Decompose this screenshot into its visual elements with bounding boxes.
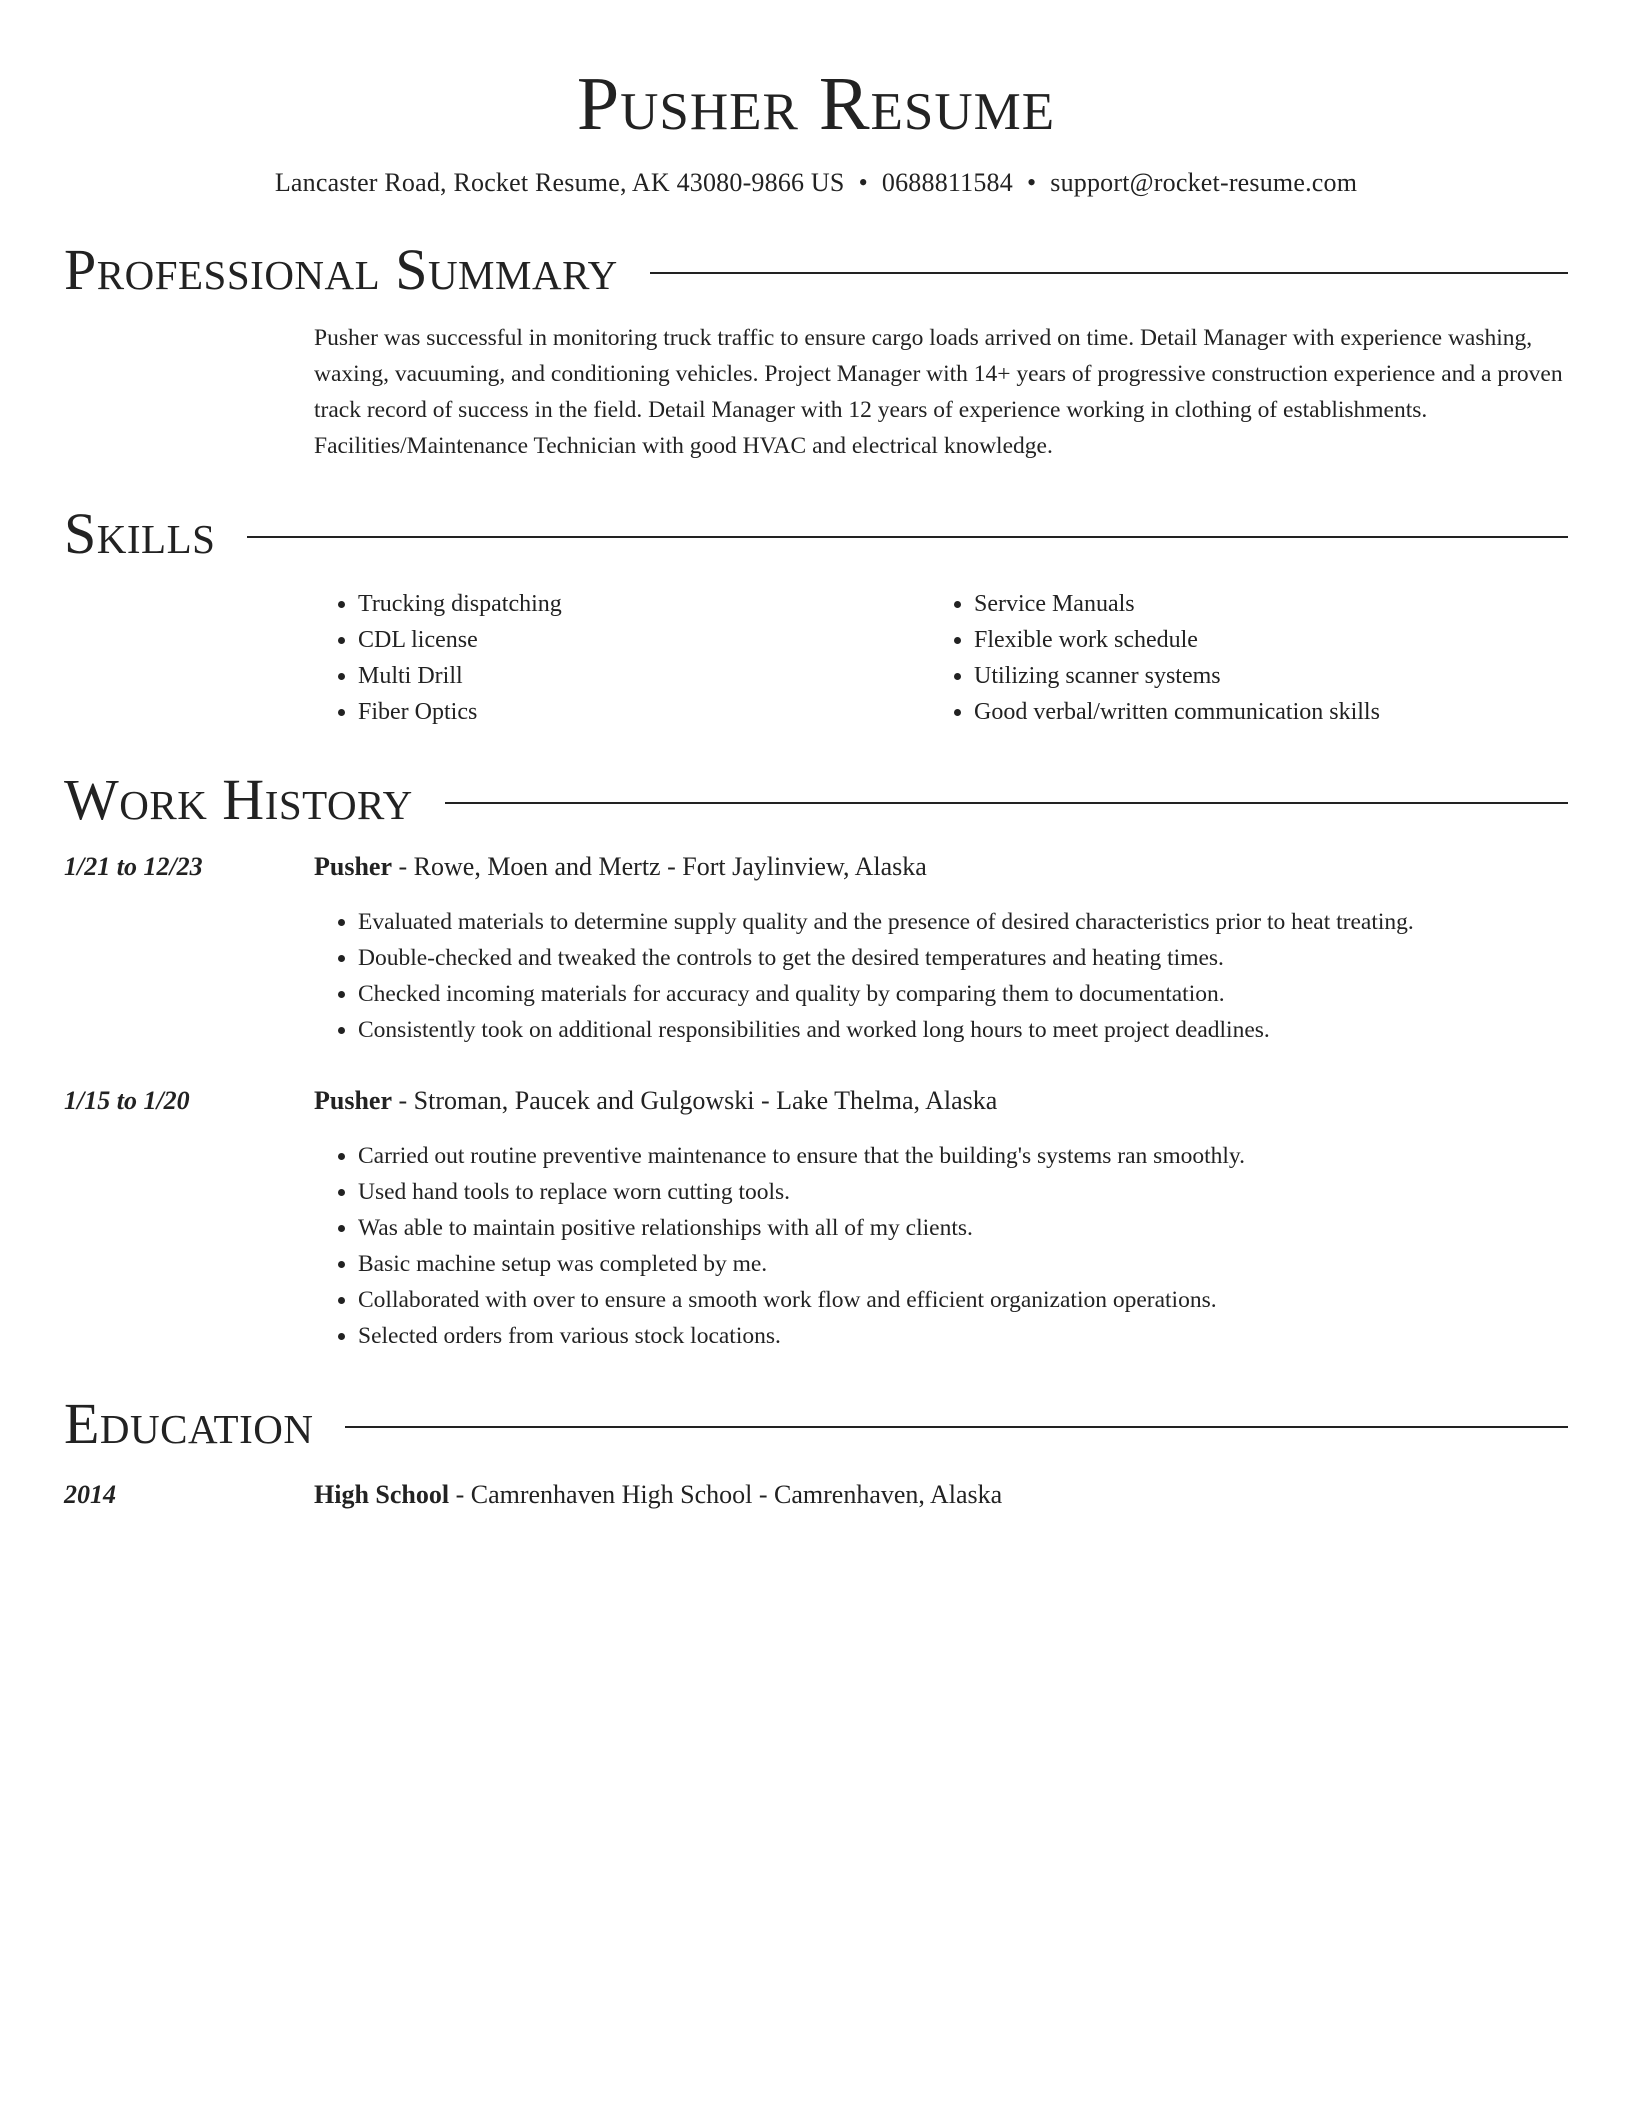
contact-separator: • — [858, 168, 868, 197]
skill-item: • Flexible work schedule — [974, 622, 1546, 658]
skill-item: • Multi Drill — [358, 658, 930, 694]
job-bullet: • Selected orders from various stock locations. — [358, 1318, 1568, 1354]
skill-item: • Service Manuals — [974, 586, 1546, 622]
skill-item: • Utilizing scanner systems — [974, 658, 1546, 694]
contact-email: support@rocket-resume.com — [1050, 168, 1358, 197]
job-heading-line — [314, 850, 927, 884]
education-year: 2014 — [64, 1480, 116, 1509]
job-bullet: • Checked incoming materials for accuracy and quality by comparing them to documentation. — [358, 976, 1568, 1012]
skill-item: • Good verbal/written communication skills — [974, 694, 1546, 730]
job-bullet: • Collaborated with over to ensure a smooth work flow and efficient organization operations. — [358, 1282, 1568, 1318]
job-bullet: • Used hand tools to replace worn cutting tools. — [358, 1174, 1568, 1210]
section-divider — [445, 802, 1568, 804]
resume-name: Pusher Resume — [576, 62, 1056, 146]
job-employer: - Stroman, Paucek and Gulgowski - Lake Thelma, Alaska — [392, 1086, 998, 1115]
skill-item: • CDL license — [358, 622, 930, 658]
work-section-header — [64, 768, 1568, 832]
education-section-header — [64, 1392, 1568, 1456]
education-heading-line — [314, 1478, 1002, 1512]
job-bullets — [314, 1138, 1568, 1354]
contact-line — [64, 166, 1568, 200]
job-header — [64, 1084, 1568, 1118]
job-bullet: • Basic machine setup was completed by me. — [358, 1246, 1568, 1282]
skills-heading: Skills — [64, 501, 216, 566]
job-heading-line — [314, 1084, 997, 1118]
skill-item: • Fiber Optics — [358, 694, 930, 730]
summary-section-header — [64, 238, 1568, 302]
job-bullet: • Consistently took on additional responsibilities and worked long hours to meet project deadlines. — [358, 1012, 1568, 1048]
resume-page — [64, 0, 1568, 1512]
skills-list — [314, 586, 1568, 730]
contact-phone: 0688811584 — [881, 168, 1013, 197]
contact-separator: • — [1026, 168, 1037, 197]
job-dates: 1/21 to 12/23 — [64, 852, 203, 881]
skills-column-left — [314, 586, 930, 730]
job-bullet: • Carried out routine preventive maintenance to ensure that the building's systems ran smoothly. — [358, 1138, 1568, 1174]
job-employer: - Rowe, Moen and Mertz - Fort Jaylinview, Alaska — [392, 852, 927, 881]
skills-column-right — [930, 586, 1546, 730]
section-divider — [247, 536, 1568, 538]
job-bullet: • Was able to maintain positive relationships with all of my clients. — [358, 1210, 1568, 1246]
section-divider — [650, 272, 1568, 274]
job-dates: 1/15 to 1/20 — [64, 1086, 190, 1115]
section-divider — [345, 1426, 1568, 1428]
job-title: Pusher — [314, 1086, 392, 1115]
skills-section-header — [64, 502, 1568, 566]
education-school: - Camrenhaven High School - Camrenhaven, Alaska — [449, 1480, 1003, 1509]
education-entry — [64, 1478, 1568, 1512]
job-bullet: • Double-checked and tweaked the controls to get the desired temperatures and heating times. — [358, 940, 1568, 976]
summary-heading: Professional Summary — [64, 237, 618, 302]
job-header — [64, 850, 1568, 884]
education-heading: Education — [64, 1391, 314, 1456]
education-degree: High School — [314, 1480, 450, 1509]
job-bullets — [314, 904, 1568, 1048]
summary-text: Pusher was successful in monitoring truck traffic to ensure cargo loads arrived on time. Detail Manager with experience washing, waxing, vacuuming, and conditioning vehicles. Project Manager with 14+ years of progressive construction experience and a proven track record of success in the field. Detail Manager with 12 years of experience working in clothing of establishments. Facilities/Maintenance Technician with good HVAC and electrical knowledge. — [314, 325, 1563, 459]
skill-item: • Trucking dispatching — [358, 586, 930, 622]
job-entry — [64, 850, 1568, 1048]
job-entry — [64, 1084, 1568, 1354]
job-bullet: • Evaluated materials to determine supply quality and the presence of desired characteristics prior to heat treating. — [358, 904, 1568, 940]
work-heading: Work History — [64, 767, 413, 832]
contact-address: Lancaster Road, Rocket Resume, AK 43080-9866 US — [274, 168, 845, 197]
job-title: Pusher — [314, 852, 392, 881]
